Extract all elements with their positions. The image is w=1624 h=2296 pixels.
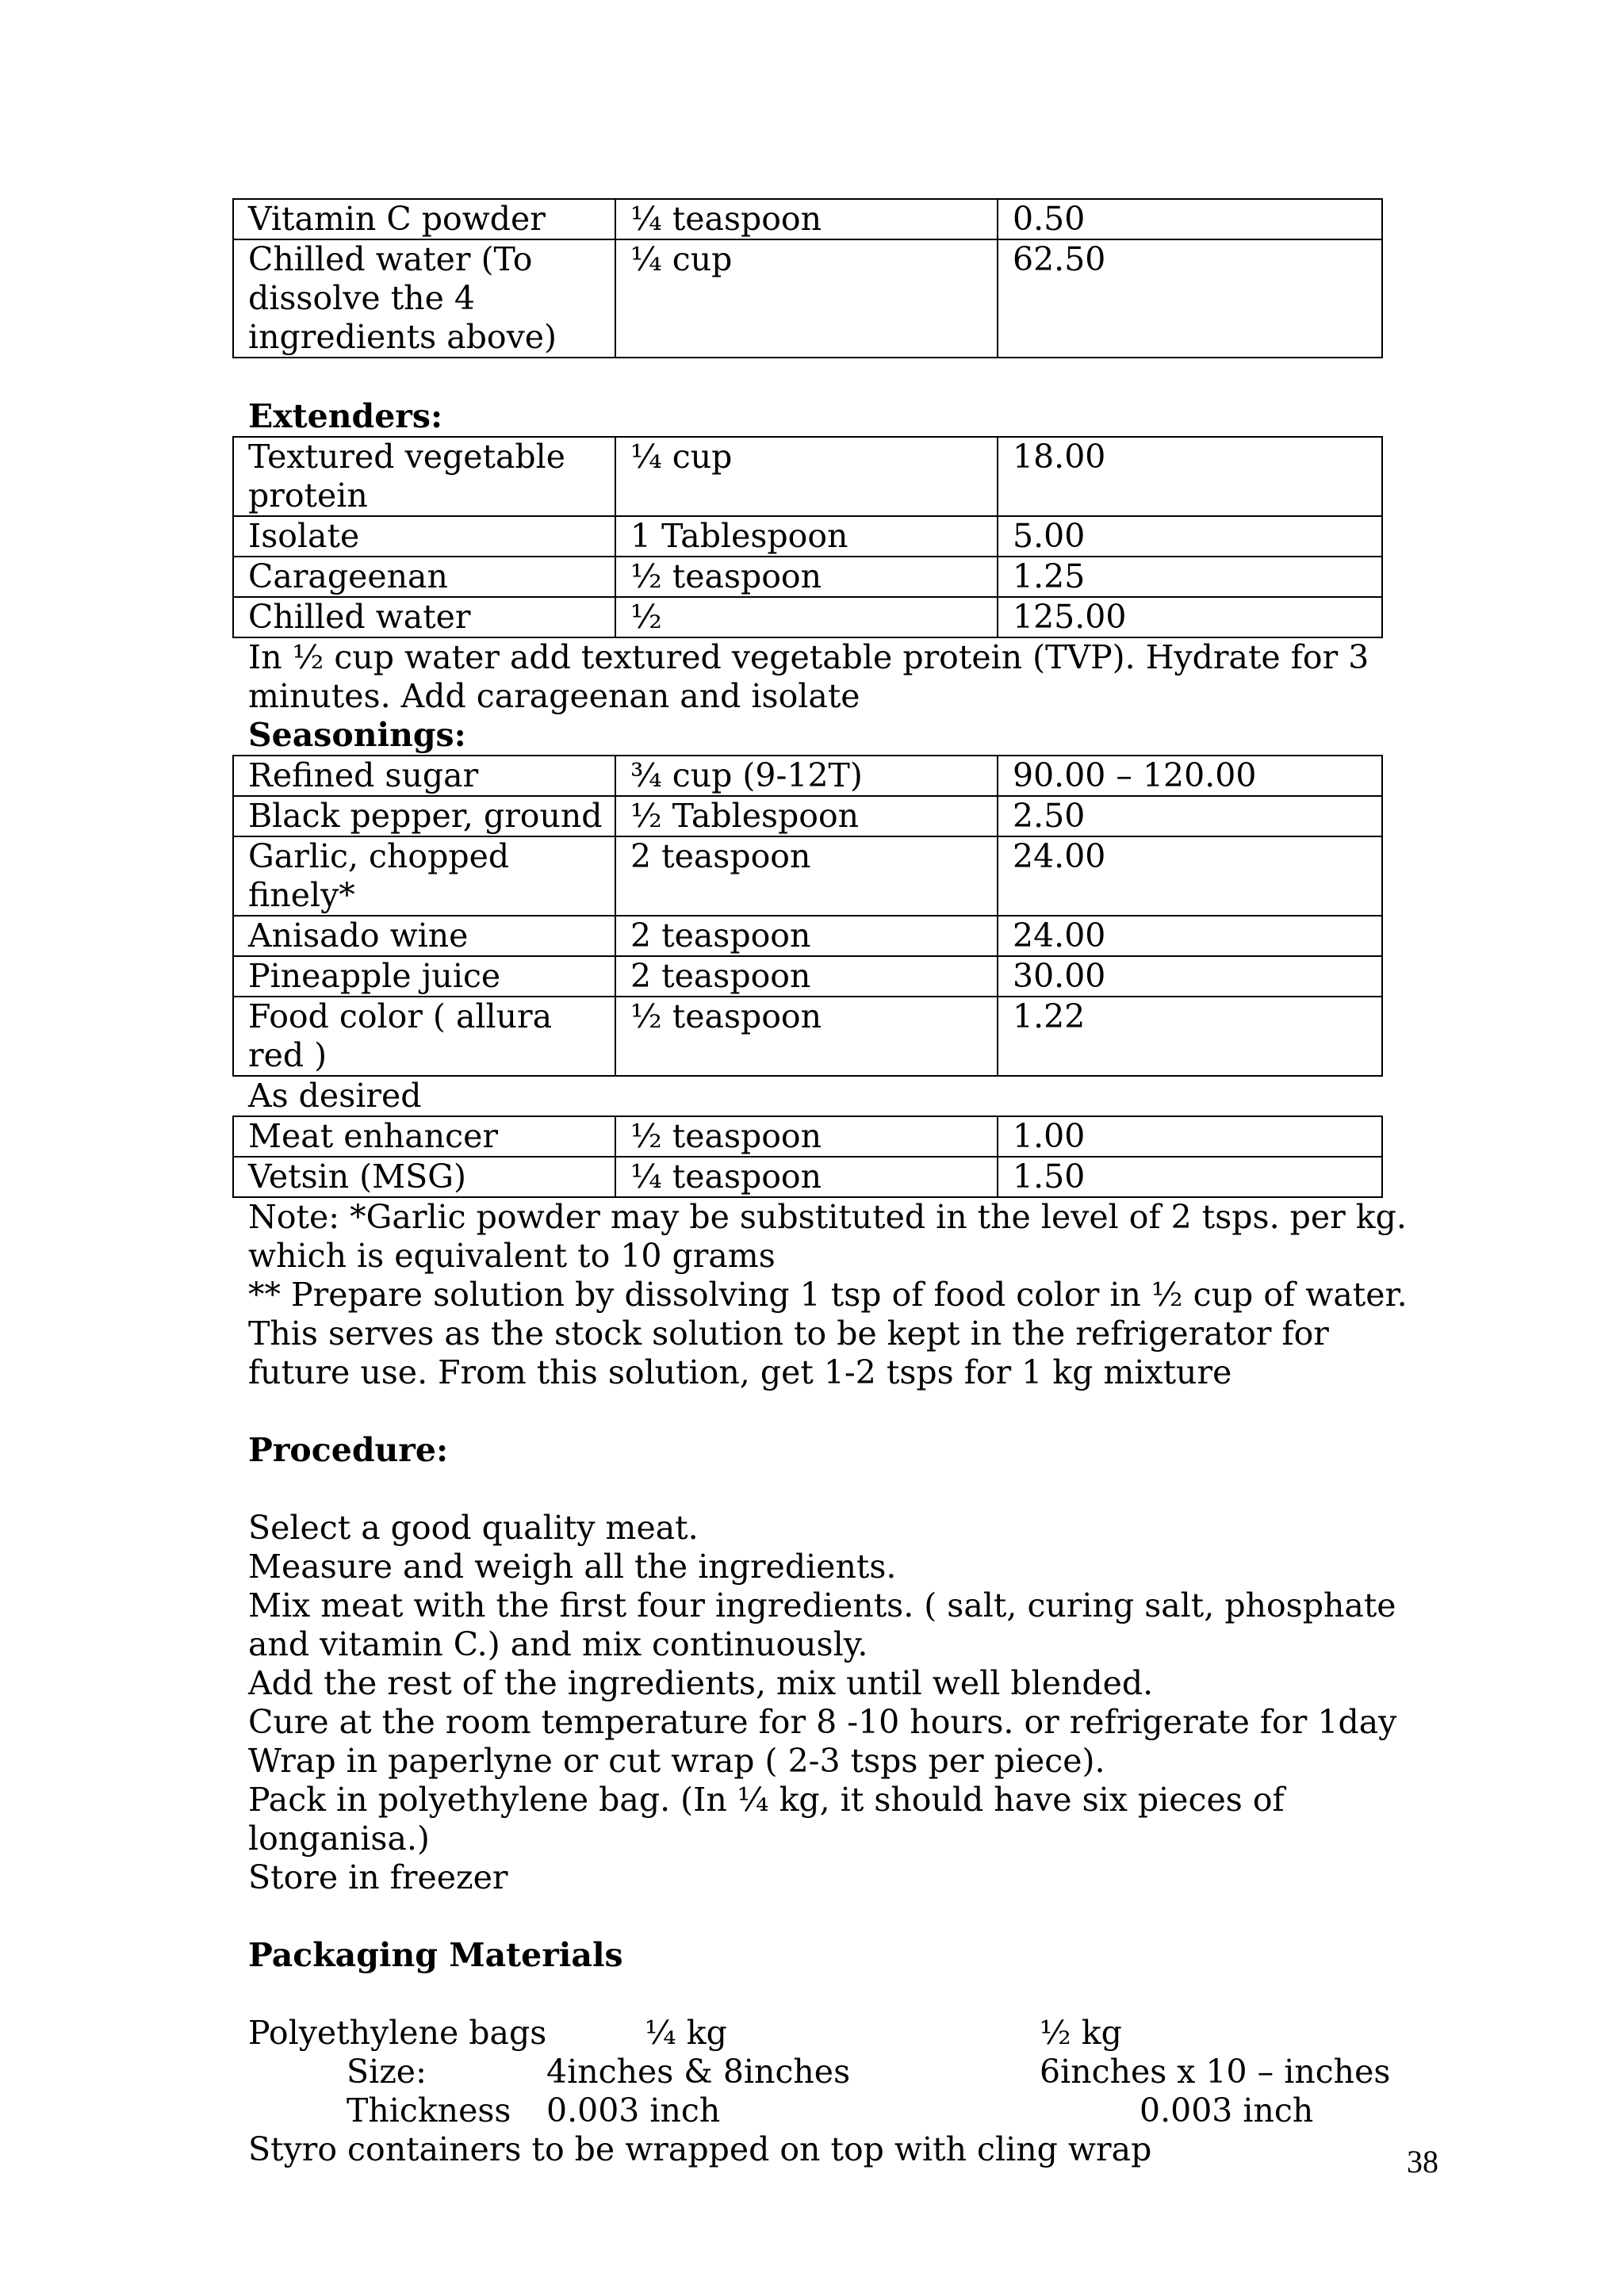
ingredient-measure: ¾ cup (9-12T) (615, 756, 998, 796)
extenders-table (232, 436, 1383, 638)
ingredient-name: Anisado wine (233, 916, 615, 956)
ingredient-name: Pineapple juice (233, 956, 615, 997)
thickness-label: Thickness (347, 2091, 511, 2130)
procedure-step: Wrap in paperlyne or cut wrap ( 2-3 tsps per piece). (248, 1742, 1105, 1780)
procedure-step: Store in freezer (248, 1858, 508, 1896)
ingredient-measure: ¼ teaspoon (615, 199, 998, 239)
table-row (233, 836, 1382, 916)
packaging-heading: Packaging Materials (248, 1936, 623, 1974)
ingredient-weight: 18.00 (998, 437, 1382, 516)
procedure-step: Add the rest of the ingredients, mix until well blended. (248, 1664, 1154, 1702)
ingredient-measure: ½ Tablespoon (615, 796, 998, 836)
ingredient-weight: 1.25 (998, 557, 1382, 597)
packaging-thickness-row (232, 2091, 1438, 2130)
ingredient-measure: ½ teaspoon (615, 1116, 998, 1157)
ingredient-weight: 125.00 (998, 597, 1382, 637)
ingredient-weight: 1.00 (998, 1116, 1382, 1157)
table-row (233, 239, 1382, 358)
size-half-kg: 6inches x 10 – inches (1040, 2053, 1391, 2091)
table-row (233, 597, 1382, 637)
table-row (233, 557, 1382, 597)
ingredient-measure: ¼ cup (615, 437, 998, 516)
table-row (233, 916, 1382, 956)
ingredient-name: Chilled water (233, 597, 615, 637)
bag-size-quarter-kg: ¼ kg (645, 2014, 727, 2052)
table-row (233, 437, 1382, 516)
page-content (232, 198, 1438, 2169)
packaging-size-row (232, 2053, 1438, 2091)
ingredient-name: Carageenan (233, 557, 615, 597)
packaging-bags-row (232, 2014, 1438, 2053)
bag-size-half-kg: ½ kg (1040, 2014, 1122, 2052)
table-row (233, 756, 1382, 796)
procedure-step: Cure at the room temperature for 8 -10 hours. or refrigerate for 1day (248, 1703, 1397, 1741)
ingredient-name: Vitamin C powder (233, 199, 615, 239)
ingredient-weight: 0.50 (998, 199, 1382, 239)
ingredient-weight: 90.00 – 120.00 (998, 756, 1382, 796)
extenders-heading: Extenders: (248, 397, 443, 435)
procedure-step: Measure and weigh all the ingredients. (248, 1548, 897, 1586)
size-label: Size: (347, 2053, 427, 2091)
procedure-heading: Procedure: (248, 1431, 449, 1469)
seasonings-heading: Seasonings: (248, 716, 466, 754)
as-desired-table (232, 1115, 1383, 1198)
ingredient-weight: 62.50 (998, 239, 1382, 358)
note-garlic: Note: *Garlic powder may be substituted in the level of 2 tsps. per kg. which is equivalent to 10 grams (248, 1198, 1407, 1275)
thickness-quarter-kg: 0.003 inch (546, 2091, 721, 2130)
ingredient-name: Refined sugar (233, 756, 615, 796)
extenders-note: In ½ cup water add textured vegetable protein (TVP). Hydrate for 3 minutes. Add carageenan and isolate (248, 638, 1369, 715)
thickness-half-kg: 0.003 inch (1139, 2091, 1314, 2130)
ingredient-name: Meat enhancer (233, 1116, 615, 1157)
table-row (233, 997, 1382, 1076)
procedure-step: Select a good quality meat. (248, 1509, 699, 1547)
ingredients-table-top (232, 198, 1383, 358)
ingredient-measure: 2 teaspoon (615, 956, 998, 997)
ingredient-weight: 1.50 (998, 1157, 1382, 1197)
ingredient-weight: 1.22 (998, 997, 1382, 1076)
ingredient-name: Food color ( allura red ) (233, 997, 615, 1076)
note-food-color: ** Prepare solution by dissolving 1 tsp of food color in ½ cup of water. This serves as the stock solution to be kept in the refrigerator for future use. From this solution, get 1-2 tsps for 1 kg mixture (248, 1276, 1408, 1391)
procedure-step: Mix meat with the first four ingredients. ( salt, curing salt, phosphate and vitamin C.) and mix continuously. (248, 1586, 1396, 1663)
ingredient-measure: ½ teaspoon (615, 997, 998, 1076)
table-row (233, 516, 1382, 557)
as-desired-label: As desired (248, 1077, 422, 1115)
ingredient-weight: 24.00 (998, 916, 1382, 956)
procedure-step: Pack in polyethylene bag. (In ¼ kg, it should have six pieces of longanisa.) (248, 1781, 1285, 1858)
table-row (233, 956, 1382, 997)
size-quarter-kg: 4inches & 8inches (546, 2053, 851, 2091)
table-row (233, 796, 1382, 836)
table-row (233, 1157, 1382, 1197)
ingredient-measure: 2 teaspoon (615, 916, 998, 956)
ingredient-weight: 24.00 (998, 836, 1382, 916)
styro-note: Styro containers to be wrapped on top with cling wrap (248, 2130, 1152, 2168)
ingredient-name: Garlic, chopped finely* (233, 836, 615, 916)
ingredient-measure: ½ (615, 597, 998, 637)
bag-label: Polyethylene bags (248, 2014, 547, 2052)
ingredient-measure: 2 teaspoon (615, 836, 998, 916)
ingredient-measure: ¼ cup (615, 239, 998, 358)
table-row (233, 199, 1382, 239)
ingredient-name: Vetsin (MSG) (233, 1157, 615, 1197)
ingredient-weight: 30.00 (998, 956, 1382, 997)
ingredient-measure: 1 Tablespoon (615, 516, 998, 557)
ingredient-measure: ¼ teaspoon (615, 1157, 998, 1197)
ingredient-name: Black pepper, ground (233, 796, 615, 836)
ingredient-measure: ½ teaspoon (615, 557, 998, 597)
ingredient-weight: 5.00 (998, 516, 1382, 557)
ingredient-name: Chilled water (To dissolve the 4 ingredients above) (233, 239, 615, 358)
seasonings-table (232, 755, 1383, 1077)
ingredient-name: Textured vegetable protein (233, 437, 615, 516)
ingredient-name: Isolate (233, 516, 615, 557)
table-row (233, 1116, 1382, 1157)
page-number: 38 (1407, 2144, 1438, 2179)
ingredient-weight: 2.50 (998, 796, 1382, 836)
